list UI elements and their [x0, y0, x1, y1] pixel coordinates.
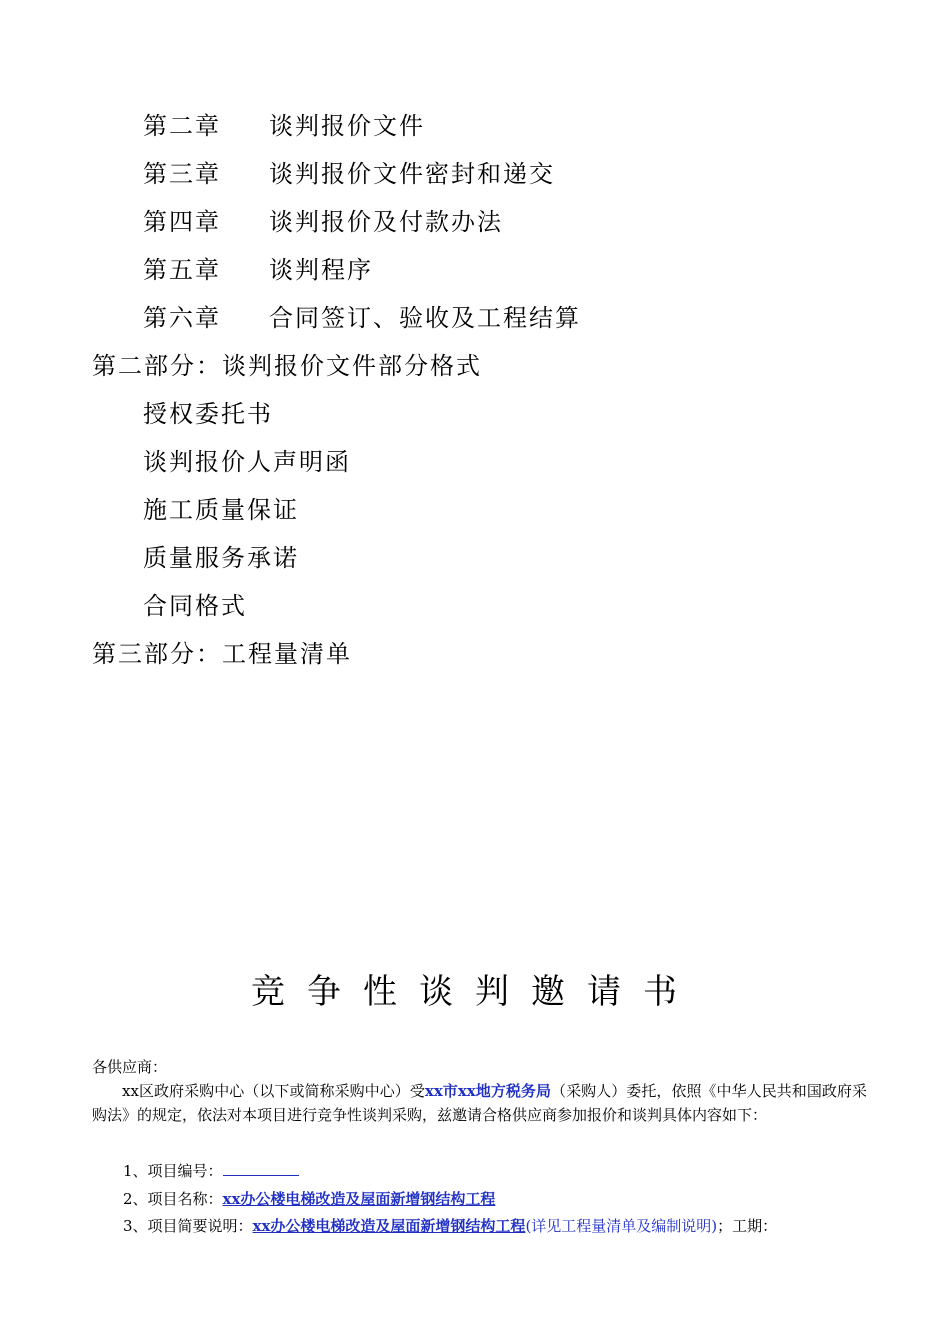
chapter-title: 谈判报价及付款办法 — [269, 208, 503, 236]
toc-part2-item: 质量服务承诺 — [143, 544, 299, 572]
chapter-number: 第四章 — [143, 208, 221, 236]
toc-chapter-6 — [143, 303, 581, 333]
purchaser-name: xx市xx地方税务局 — [424, 1082, 552, 1100]
invitation-title: 竞争性谈判邀请书 — [251, 972, 699, 1012]
chapter-title: 谈判程序 — [269, 256, 373, 284]
toc-part-2: 第二部分：谈判报价文件部分格式 — [92, 352, 482, 380]
toc-part2-item: 合同格式 — [143, 592, 247, 620]
chapter-title: 谈判报价文件密封和递交 — [269, 160, 555, 188]
intro-text-rest: （采购人）委托，依照《中华人民共和国政府采购法》的规定，依法对本项目进行竞争性谈判采购，兹邀请合格供应商参加报价和谈判具体内容如下： — [92, 1082, 867, 1124]
chapter-number: 第三章 — [143, 160, 221, 188]
toc-part2-item: 授权委托书 — [143, 400, 273, 428]
chapter-number: 第五章 — [143, 256, 221, 284]
intro-text-start: xx区政府采购中心（以下或简称采购中心）受 — [122, 1082, 425, 1100]
item2-label: 2、项目名称： — [123, 1190, 223, 1208]
project-description-value: xx办公楼电梯改造及屋面新增钢结构工程 — [252, 1217, 526, 1235]
item1-label: 1、项目编号： — [123, 1162, 223, 1180]
item-project-number — [123, 1159, 299, 1183]
item3-tail: ；工期： — [717, 1217, 778, 1235]
toc-part2-item: 谈判报价人声明函 — [143, 448, 351, 476]
chapter-number: 第六章 — [143, 304, 221, 332]
salutation: 各供应商： — [92, 1058, 168, 1076]
chapter-title: 合同签订、验收及工程结算 — [269, 304, 581, 332]
toc-chapter-5 — [143, 255, 373, 285]
chapter-title: 谈判报价文件 — [269, 112, 425, 140]
toc-chapter-3 — [143, 159, 555, 189]
toc-part-3: 第三部分：工程量清单 — [92, 640, 352, 668]
project-name-value: xx办公楼电梯改造及屋面新增钢结构工程 — [222, 1190, 496, 1208]
item-project-name — [123, 1187, 495, 1211]
chapter-number: 第二章 — [143, 112, 221, 140]
item3-label: 3、项目简要说明： — [123, 1217, 253, 1235]
project-number-blank — [223, 1159, 299, 1176]
toc-part2-item: 施工质量保证 — [143, 496, 299, 524]
toc-chapter-4 — [143, 207, 503, 237]
toc-chapter-2 — [143, 111, 425, 141]
project-description-note: (详见工程量清单及编制说明) — [525, 1217, 718, 1235]
intro-paragraph — [92, 1079, 867, 1127]
item-project-description — [123, 1214, 777, 1238]
